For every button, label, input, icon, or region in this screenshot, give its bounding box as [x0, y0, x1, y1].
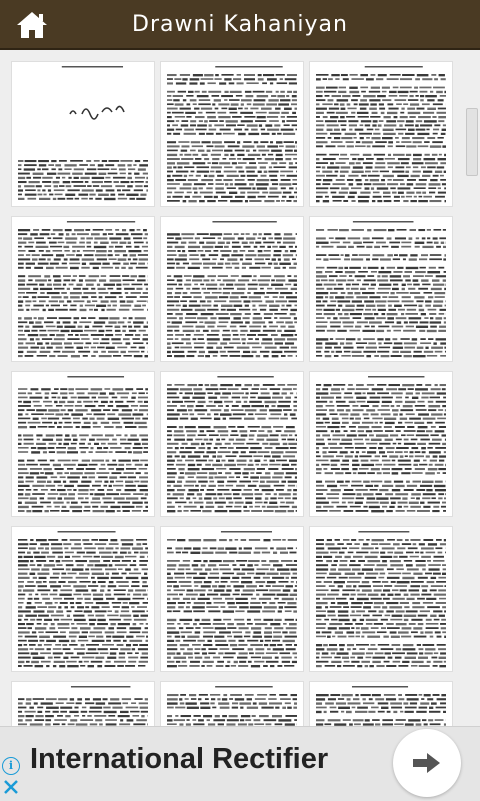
scrollbar[interactable]	[466, 108, 478, 176]
ad-banner[interactable]	[0, 726, 480, 801]
page-thumbnail[interactable]	[12, 527, 154, 671]
page-thumbnail[interactable]	[161, 62, 303, 206]
ad-open-button[interactable]	[393, 729, 461, 797]
page-thumbnail[interactable]	[12, 217, 154, 361]
app-title: Drawni Kahaniyan	[132, 12, 348, 37]
page-scan-image	[161, 372, 303, 516]
page-thumbnail[interactable]	[310, 372, 452, 516]
page-thumbnail[interactable]	[12, 682, 154, 726]
app-bar	[0, 0, 480, 50]
page-thumbnail[interactable]	[310, 62, 452, 206]
page-scan-image	[161, 62, 303, 206]
page-scan-image	[161, 682, 303, 726]
page-thumbnail[interactable]	[12, 62, 154, 206]
page-grid-container[interactable]	[0, 50, 480, 726]
info-icon[interactable]: i	[2, 757, 20, 775]
page-scan-image	[310, 62, 452, 206]
page-scan-image	[161, 527, 303, 671]
page-scan-image	[12, 527, 154, 671]
close-icon[interactable]	[3, 779, 19, 795]
page-thumbnail[interactable]	[161, 527, 303, 671]
page-thumbnail[interactable]	[161, 682, 303, 726]
page-scan-image	[12, 372, 154, 516]
page-scan-image	[310, 682, 452, 726]
page-thumbnail[interactable]	[161, 217, 303, 361]
page-scan-image	[12, 682, 154, 726]
page-scan-image	[12, 62, 154, 206]
arrow-right-icon	[411, 751, 443, 775]
page-thumbnail[interactable]	[310, 527, 452, 671]
page-thumbnail-grid	[12, 62, 452, 726]
page-scan-image	[161, 217, 303, 361]
page-scan-image	[310, 217, 452, 361]
page-thumbnail[interactable]	[161, 372, 303, 516]
page-thumbnail[interactable]	[12, 372, 154, 516]
page-thumbnail[interactable]	[310, 682, 452, 726]
ad-title: International Rectifier	[30, 743, 328, 776]
page-scan-image	[12, 217, 154, 361]
page-scan-image	[310, 527, 452, 671]
page-scan-image	[310, 372, 452, 516]
home-button[interactable]	[14, 9, 50, 41]
home-icon	[15, 10, 49, 40]
page-thumbnail[interactable]	[310, 217, 452, 361]
